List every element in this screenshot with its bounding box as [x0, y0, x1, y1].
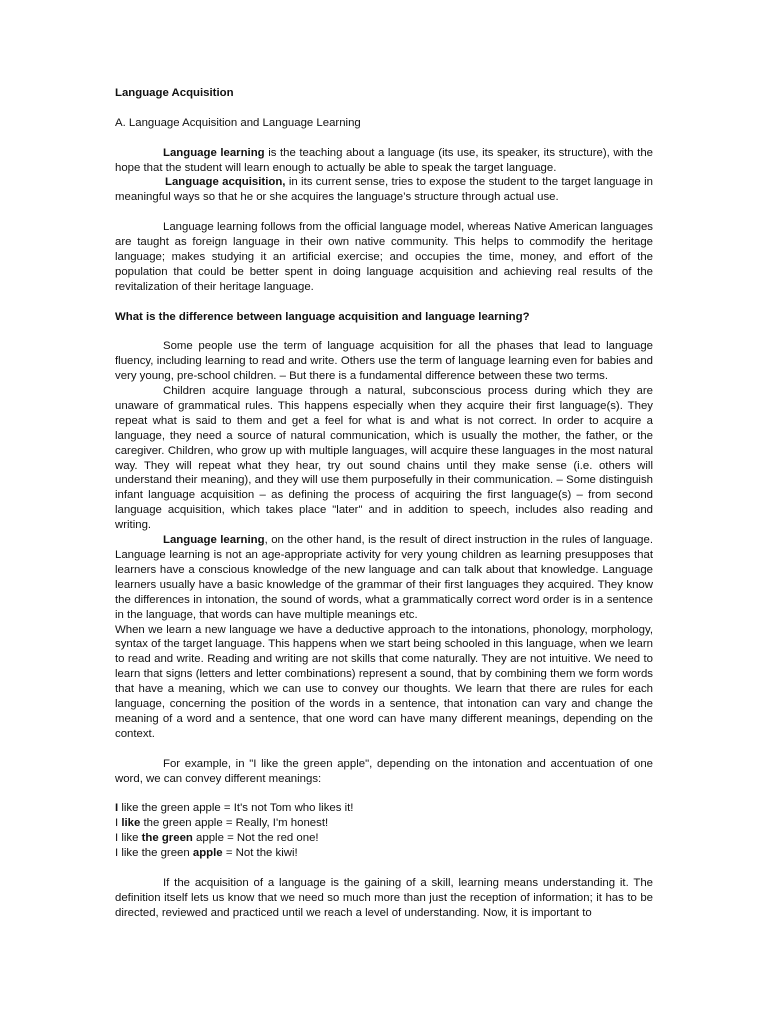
document-title: Language Acquisition — [115, 87, 234, 99]
list-item: I like the green apple = Not the kiwi! — [115, 847, 298, 860]
bold-term: Language learning — [163, 534, 265, 547]
question-heading: What is the difference between language acquisition and language learning? — [115, 310, 530, 323]
list-item: I like the green apple = Really, I'm honest! — [115, 817, 329, 830]
example-list — [115, 801, 653, 861]
paragraph-language-learning-other — [115, 533, 653, 622]
paragraph-terms: Some people use the term of language acquisition for all the phases that lead to language fluency, including learning to read and write. Others use the term of language learning even for babies and very young, pre-school children. – But there is a fundamental difference between these two terms. — [115, 340, 653, 383]
paragraph-text: in its current sense, tries to expose the student to the target language in meaningful ways so that he or she acquires the language’s structure through actual use. — [115, 176, 653, 204]
paragraph-language-learning — [115, 146, 653, 176]
paragraph-text: , on the other hand, is the result of direct instruction in the rules of language. Language learning is not an age-appropriate activity for very young children as learning presupposes that learners have a conscious knowledge of the new language and can talk about that knowledge. Language learners usually have a basic knowledge of the grammar of their first languages they acquired. They know the differences in intonation, the sound of words, what a grammatically correct word order is in a sentence in the language, that words can have multiple meanings etc. — [115, 534, 653, 621]
paragraph-language-acquisition — [115, 175, 653, 205]
section-heading: A. Language Acquisition and Language Learning — [115, 116, 361, 129]
paragraph-official-model: Language learning follows from the official language model, whereas Native American languages are taught as foreign language in their own native community. This helps to commodify the heritage language; makes studying it an artificial exercise; and occupies the time, money, and effort of the population that could be better spent in doing language acquisition and achieving real results of the revitalization of their heritage language. — [115, 221, 653, 293]
list-item: I like the green apple = Not the red one! — [115, 832, 319, 845]
list-item: I like the green apple = It's not Tom who likes it! — [115, 802, 354, 815]
paragraph-text: is the teaching about a language (its use, its speaker, its structure), with the hope that the student will learn enough to actually be able to speak the target language. — [115, 146, 654, 174]
paragraph-example-intro: For example, in "I like the green apple", depending on the intonation and accentuation of one word, we can convey different meanings: — [115, 757, 653, 785]
paragraph-deductive-approach: When we learn a new language we have a deductive approach to the intonations, phonology, morphology, syntax of the target language. This happens when we start being schooled in this language, when we learn to read and write. Reading and writing are not skills that come naturally. They are not intuitive. We need to learn that signs (letters and letter combinations) represent a sound, that by combining them we form words that have a meaning, which we can use to convey our thoughts. We learn that there are rules for each language, concerning the position of the words in a sentence, that intonation can vary and change the meaning of a word and a sentence, that one word can have many different meanings, depending on the context. — [115, 623, 653, 740]
paragraph-children-acquire: Children acquire language through a natural, subconscious process during which they are unaware of grammatical rules. This happens especially when they acquire their first language(s). They repeat what is said to them and get a feel for what is and what is not correct. In order to acquire a language, they need a source of natural communication, which is usually the mother, the father, or the caregiver. Children, who grow up with multiple languages, will acquire these languages in the most natural way. They will repeat what they hear, try out sound chains until they make sense (i.e. others will understand their meaning), and they will use them purposefully in their communication. – Some distinguish infant language acquisition – as defining the process of acquiring the first language(s) – from second language acquisition, which takes place "later" and in addition to speech, includes also reading and writing. — [115, 385, 653, 532]
bold-term: Language learning — [163, 146, 265, 159]
paragraph-skill-understanding: If the acquisition of a language is the gaining of a skill, learning means understanding it. The definition itself lets us know that we need so much more than just the reception of information; it has to be directed, reviewed and practiced until we reach a level of understanding. Now, it is important to — [115, 876, 653, 919]
bold-term: Language acquisition, — [165, 176, 286, 189]
